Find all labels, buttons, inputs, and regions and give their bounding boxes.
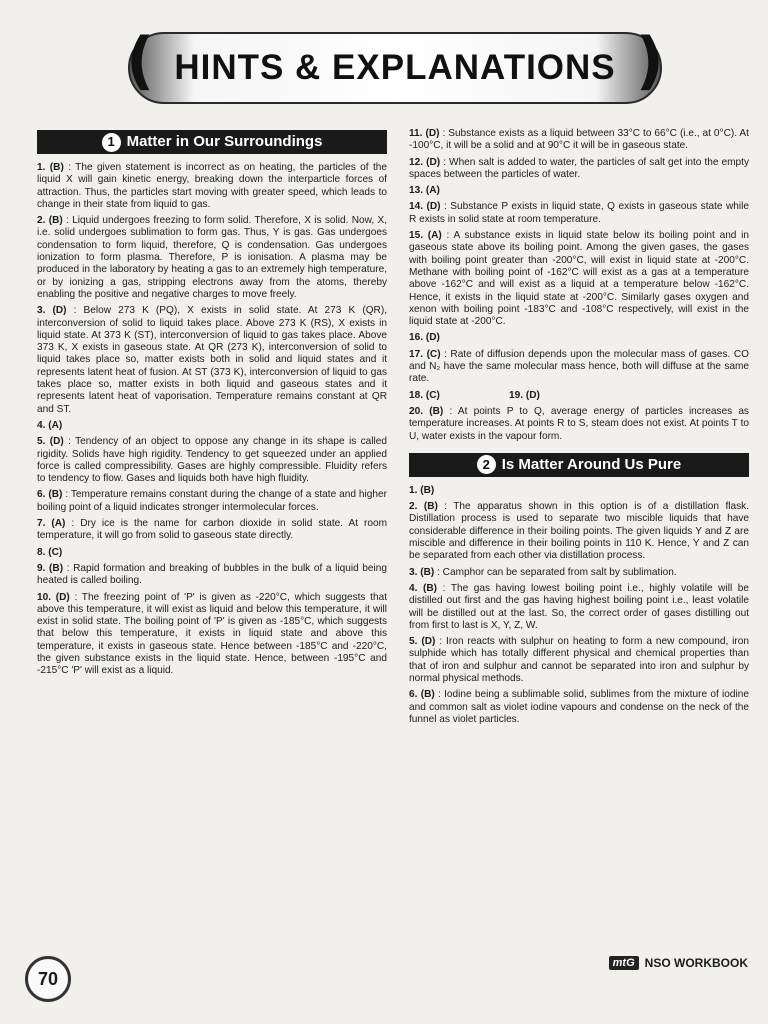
hint-item: 1. (B) — [409, 484, 435, 496]
hint-item: 4. (B) : The gas having lowest boiling point i.e., highly volatile will be distilled out first and the gas having highest boiling point i.e., least volatile will be distilled out at the last. So, the correct order of gases distilling out from first to last is X, Y, Z, W. — [409, 582, 750, 631]
hint-item: 6. (B) : Iodine being a sublimable solid, sublimes from the mixture of iodine and common salt as violet iodine vapours and condense on the neck of the funnel as violet particles. — [409, 689, 749, 725]
section-1-heading — [37, 130, 387, 154]
left-column — [37, 130, 387, 682]
hint-item: 12. (D) : When salt is added to water, the particles of salt get into the empty spaces between the particles of water. — [409, 156, 750, 180]
hint-item: 4. (A) — [37, 419, 63, 431]
hint-item: 19. (D) — [509, 389, 540, 401]
banner-title: HINTS & EXPLANATIONS — [174, 48, 616, 87]
hint-item: 5. (D) : Tendency of an object to oppose any change in its shape is called rigidity. Solids have high rigidity. Tendency to get squeezed under an applied force is called compressibility. Gases are highly compressible. Fluidity refers to tendency to flow. Gases and liquids both have high fluidity. — [37, 436, 387, 485]
publisher-logo: mtG — [609, 956, 639, 970]
hint-item: 20. (B) : At points P to Q, average energy of particles increases as temperature increases. At points R to S, steam does not exist. At points T to U, water exists in the vapour form. — [409, 405, 749, 442]
hint-pair — [409, 390, 749, 402]
hint-item: 1. (B) : The given statement is incorrect as on heating, the particles of the liquid X will gain kinetic energy, breaking down the interparticle forces of attraction. Thus, the particles start moving with greater speed, which leads to change in their state from liquid to gas. — [37, 162, 387, 210]
hint-item: 7. (A) : Dry ice is the name for carbon dioxide in solid state. At room temperature, it will go from solid to gaseous state directly. — [37, 518, 387, 542]
book-title: NSO WORKBOOK — [644, 956, 748, 970]
section-1-number: 1 — [102, 133, 121, 152]
hint-item: 3. (D) : Below 273 K (PQ), X exists in solid state. At 273 K (QR), interconversion of solid to liquid takes place. Above 273 K (RS), X exists in liquid state. At 373 K (ST), interconversion of liquid to gas takes place. Above 373 K, X exists in gaseous state. At QR (273 K), interconversion of solid to liquid takes place so, matter exists both in solid and liquid states and it represents latent heat of fusion. At ST (373 K), interconversion of liquid to gas takes place so, matter exists in both liquid and gaseous states and it represents latent heat of vaporisation. Temperature remains constant at QR and ST. — [37, 305, 387, 415]
hint-item: 10. (D) : The freezing point of 'P' is given as -220°C, which suggests that above this temperature, it will exist as liquid and below this temperature, it will exist in solid state. The boiling point of 'P' is given as -185°C, which suggests that below this temperature, it exists in liquid state and above this temperature, it exists in gaseous state. Hence between -185°C and -220°C, the given substance exists in the liquid state. Hence, between -195°C and -215°C 'P' will exist as a liquid. — [37, 591, 388, 677]
hint-item: 17. (C) : Rate of diffusion depends upon the molecular mass of gases. CO and N₂ have the same molecular mass hence, both will diffuse at the same rate. — [409, 348, 749, 385]
hint-item: 6. (B) : Temperature remains constant during the change of a state and higher boiling point of a liquid indicates stronger intermolecular forces. — [37, 489, 387, 513]
hint-item: 18. (C) — [409, 389, 440, 401]
hint-item: 13. (A) — [409, 185, 440, 197]
hint-item: 3. (B) : Camphor can be separated from salt by sublimation. — [409, 566, 677, 578]
page-number: 70 — [25, 956, 71, 1002]
banner-right-paren: ) — [635, 24, 664, 97]
hint-item: 16. (D) — [409, 332, 440, 344]
hint-item: 8. (C) — [37, 546, 63, 558]
hint-item: 14. (D) : Substance P exists in liquid state, Q exists in gaseous state while R exists in solid state at room temperature. — [409, 201, 749, 225]
hint-item: 2. (B) : The apparatus shown in this option is of a distillation flask. Distillation process is used to separate two miscible liquids that have considerable difference in their boiling points. The given liquids Y and Z are miscible and difference in their boiling points in 110 K. Hence, Y and Z can be separated from each other via distillation process. — [409, 501, 749, 562]
banner-left-paren: ( — [126, 24, 155, 97]
section-1-title: Matter in Our Surroundings — [126, 132, 323, 150]
section-2-title: Is Matter Around Us Pure — [501, 455, 682, 473]
footer — [609, 956, 748, 970]
section-2-heading — [409, 453, 749, 477]
hints-banner — [126, 24, 664, 104]
hint-item: 15. (A) : A substance exists in liquid state below its boiling point and in gaseous state above its boiling point. Among the given gases, the gases with boiling point greater than -200°C, will exist in liquid state at -200°C. Methane with boiling point of -162°C will exist as a gas at a temperature above -162°C and will exist as a liquid at a temperature below -162°C. Hence, it exists in the liquid state at -200°C. Similarly gases oxygen and xenon with boiling point -183°C and -108°C respectively, will exist in the liquid state at -200°C. — [409, 230, 749, 328]
hint-item: 2. (B) : Liquid undergoes freezing to form solid. Therefore, X is solid. Now, X, i.e. solid undergoes sublimation to form gas. Thus, Y is gas. Gas undergoes condensation to form liquid, therefore, Q is condensation. Gas undergoes ionization to form plasma. Therefore, P is ionisation. A plasma may be produced in the laboratory by heating a gas to an extremely high temperature, or by ionizing a gas, stripping electrons away from the atoms, thereby enabling the positive and negative charges to move freely. — [37, 215, 387, 300]
hint-item: 5. (D) : Iron reacts with sulphur on heating to form a new compound, iron sulphide which has totally different physical and chemical properties than that of iron and sulphur and cannot be separated into iron and sulphur by normal physical methods. — [409, 636, 750, 684]
hint-item: 11. (D) : Substance exists as a liquid between 33°C to 66°C (i.e., at 0°C). At -100°C, it will be a solid and at 90°C it will be in gaseous state. — [409, 128, 749, 152]
right-column — [409, 128, 749, 730]
section-2-number: 2 — [477, 455, 496, 474]
hint-item: 9. (B) : Rapid formation and breaking of bubbles in the bulk of a liquid being heated is called boiling. — [37, 562, 387, 587]
